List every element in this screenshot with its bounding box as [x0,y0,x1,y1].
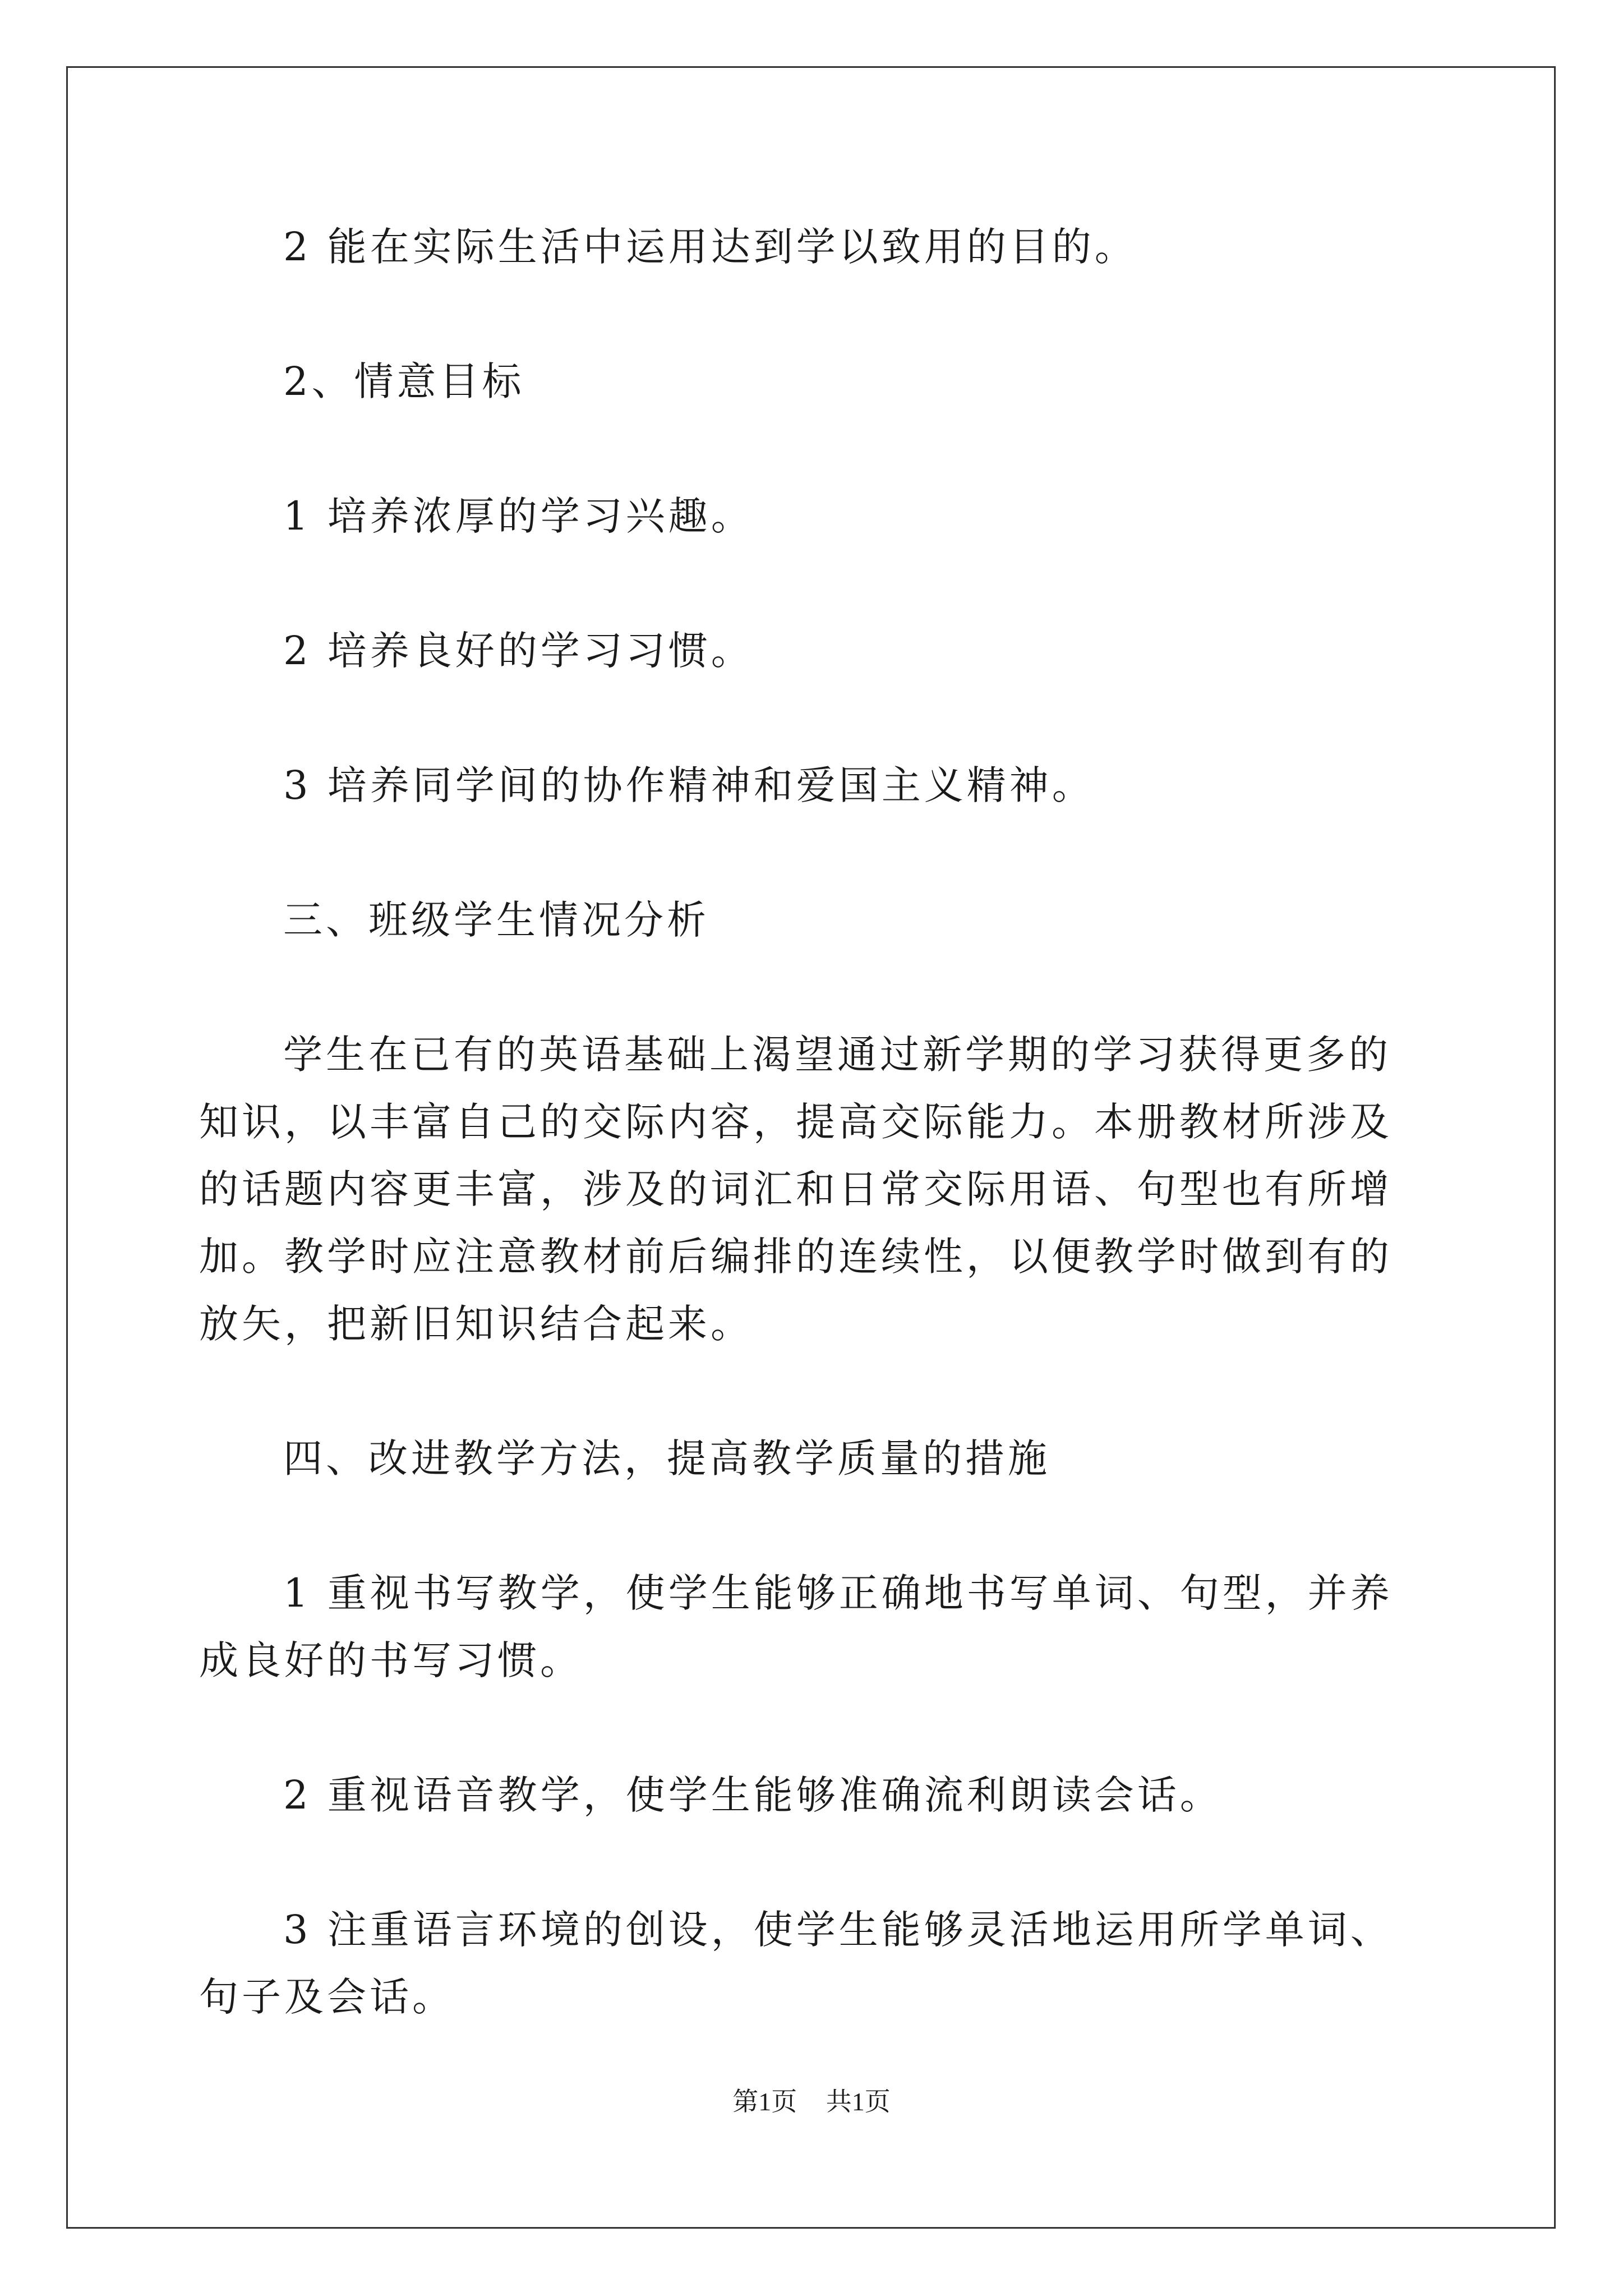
page-number: 第1页 [732,2087,797,2116]
paragraph: 2 能在实际生活中运用达到学以致用的目的。 [283,224,1137,270]
paragraph: 1 培养浓厚的学习兴趣。 [283,493,754,539]
section-heading: 2、情意目标 [283,358,525,404]
document-body [199,213,1433,2098]
paragraph: 2 重视语音教学，使学生能够准确流利朗读会话。 [283,1772,1223,1818]
paragraph: 学生在已有的英语基础上渴望通过新学期的学习获得更多的知识，以丰富自己的交际内容，提高交际能力。本册教材所涉及的话题内容更丰富，涉及的词汇和日常交际用语、句型也有所增加。教学时应注意教材前后编排的连续性，以便教学时做到有的放矢，把新旧知识结合起来。 [199,1032,1393,1347]
section-heading: 三、班级学生情况分析 [283,897,709,943]
paragraph: 2 培养良好的学习习惯。 [283,628,754,674]
paragraph: 3 培养同学间的协作精神和爱国主义精神。 [283,762,1095,808]
total-pages: 共1页 [826,2087,891,2116]
paragraph: 3 注重语言环境的创设，使学生能够灵活地运用所学单词、句子及会话。 [199,1907,1393,2020]
section-heading: 四、改进教学方法，提高教学质量的措施 [283,1435,1050,1481]
page-footer [0,2081,1623,2118]
paragraph: 1 重视书写教学，使学生能够正确地书写单词、句型，并养成良好的书写习惯。 [199,1570,1393,1683]
